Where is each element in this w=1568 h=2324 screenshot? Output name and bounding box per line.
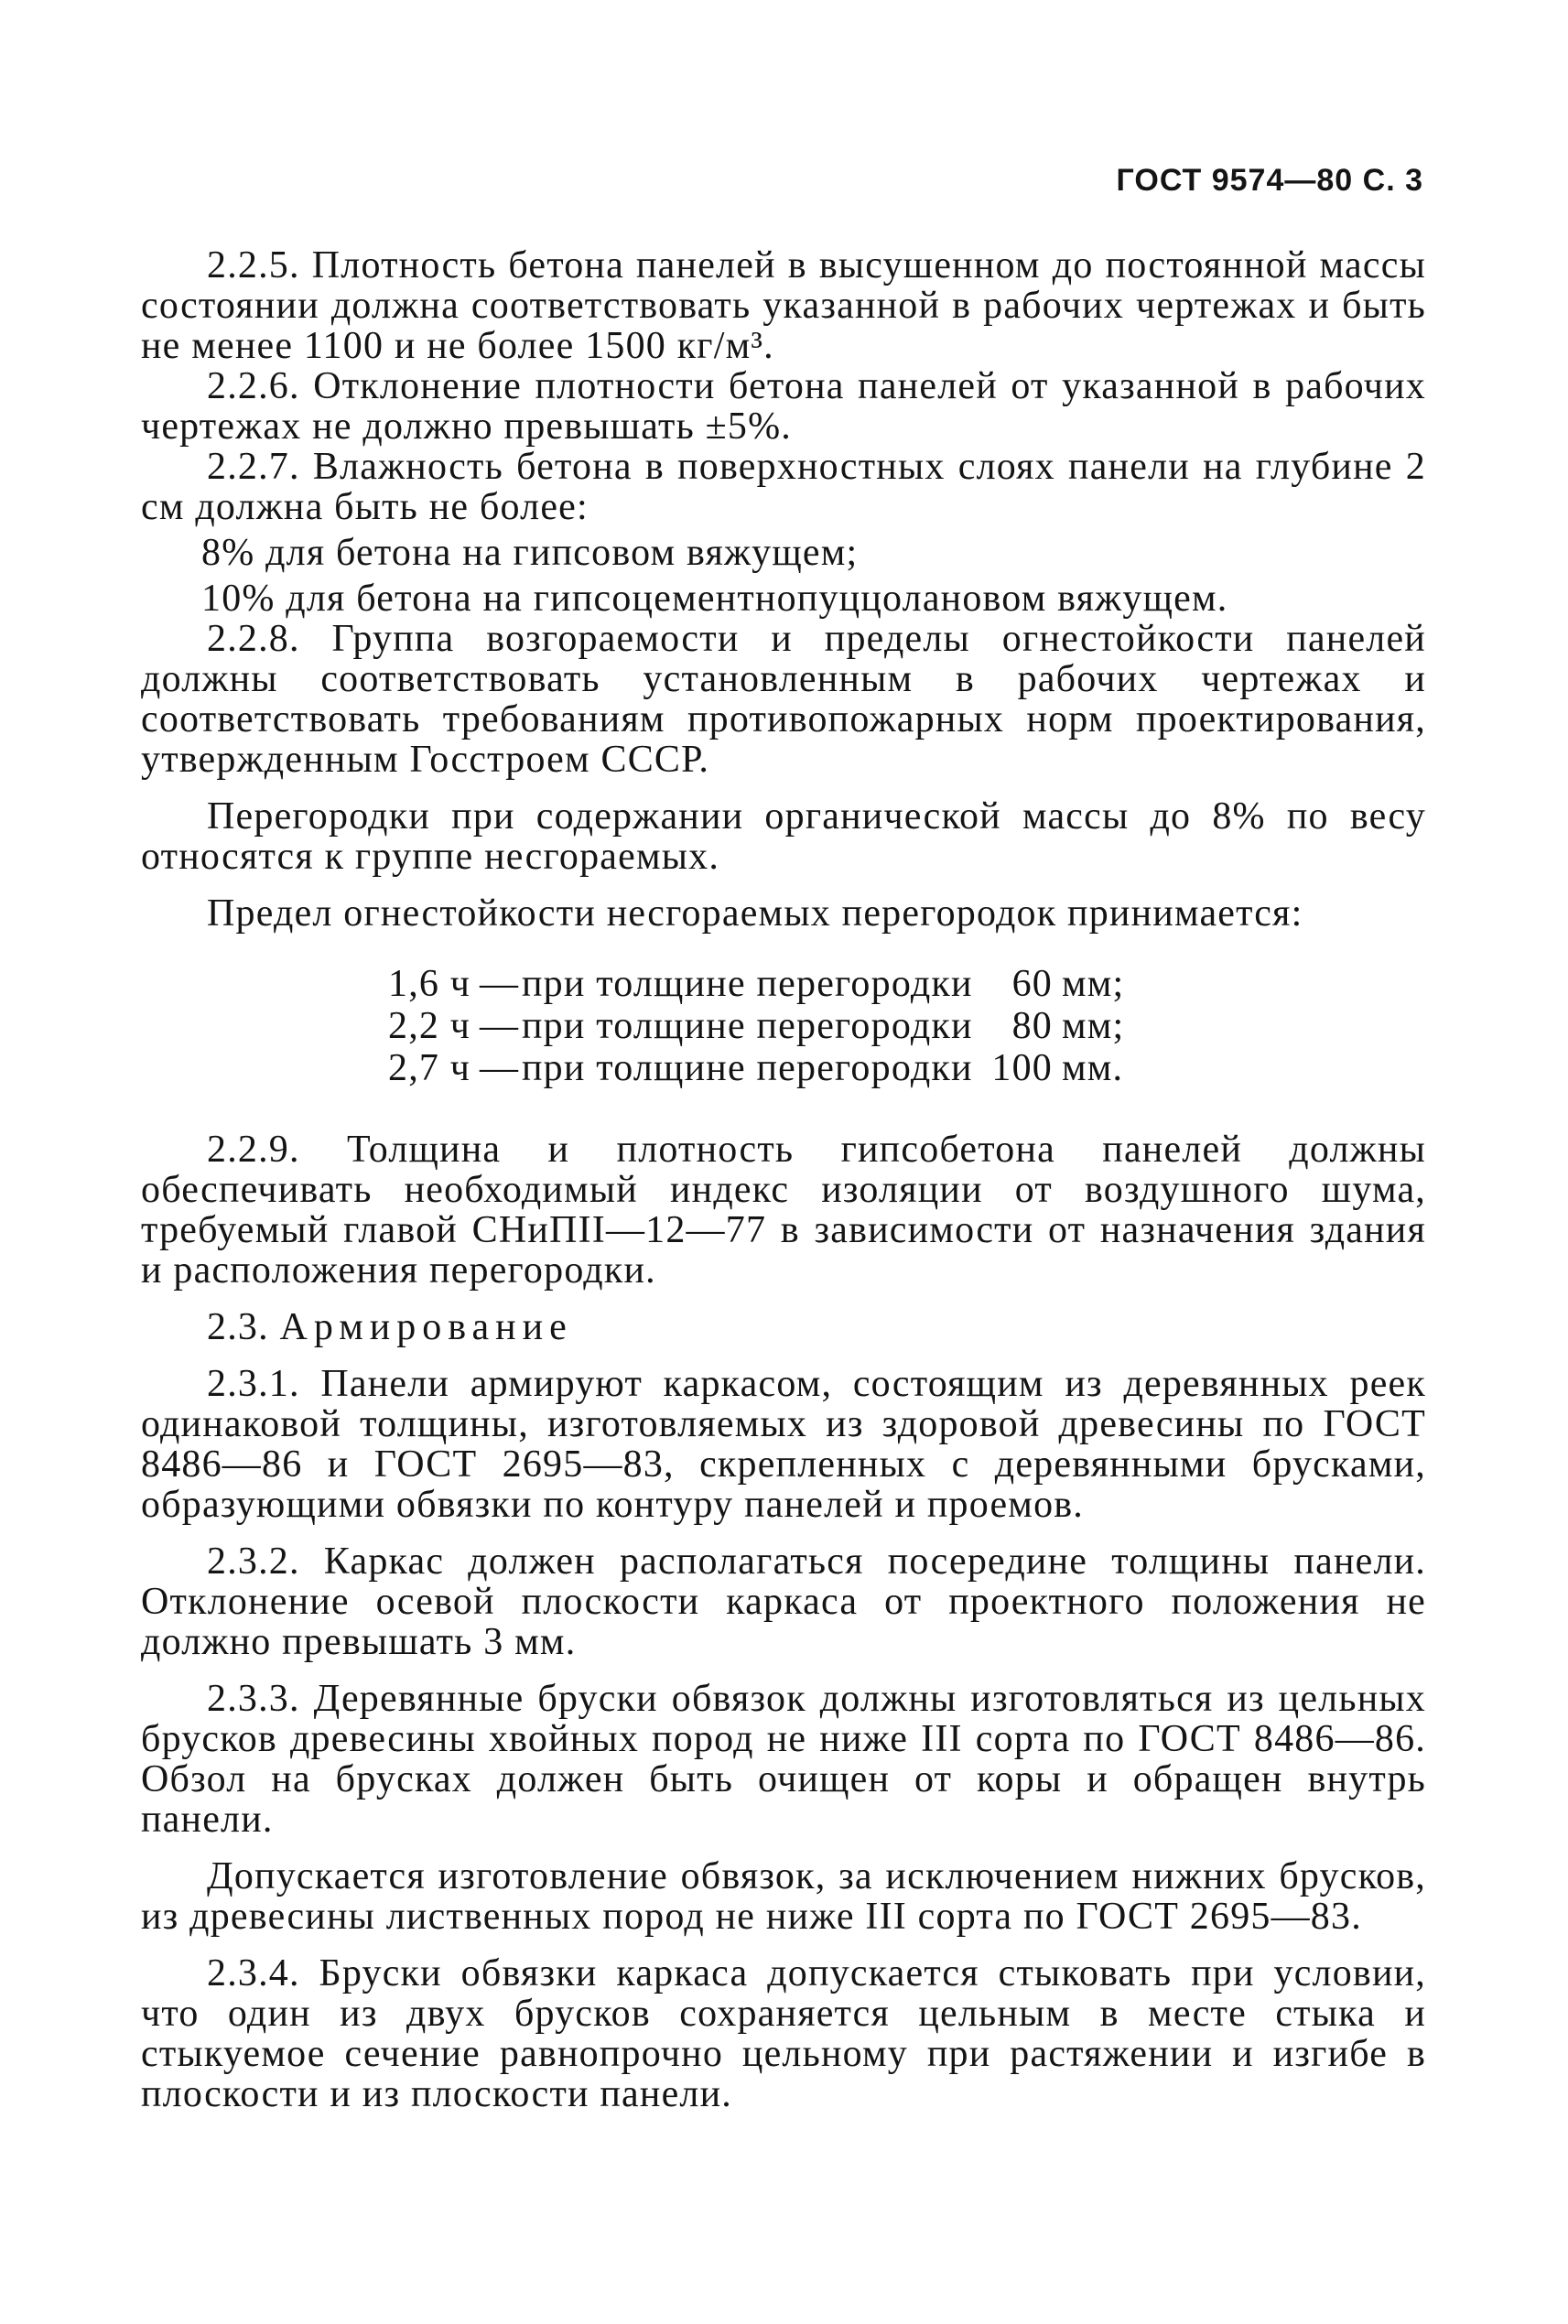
paragraph-2-3-4: 2.3.4. Бруски обвязки каркаса допускается стыковать при условии, что один из двух брусков сохраняется цельным в месте стыка и стыкуемое сечение равнопрочно цельному при растяжении и изгибе в плоскости и из плоскости панели. [141, 1952, 1426, 2115]
fire-unit: мм. [1062, 1047, 1124, 1089]
fire-dash: — [480, 1005, 520, 1047]
moisture-item-gypsum: 8% для бетона на гипсовом вяжущем; [201, 532, 859, 574]
paragraph-2-2-6: 2.2.6. Отклонение плотности бетона панелей от указанной в рабочих чертежах не должно превышать ±5%. [141, 365, 1426, 448]
fire-limit-row [388, 1005, 1426, 1047]
paragraph-2-2-8: 2.2.8. Группа возгораемости и пределы огнестойкости панелей должны соответствовать установленным в рабочих чертежах и соответствовать требованиям противопожарных норм проектирования, утвержденным Госстроем СССР. [141, 618, 1426, 781]
paragraph-2-2-5: 2.2.5. Плотность бетона панелей в высушенном до постоянной массы состоянии должна соответствовать указанной в рабочих чертежах и быть не менее 1100 и не более 1500 кг/м³. [141, 244, 1426, 367]
paragraph-2-2-8-fire-limit: Предел огнестойкости несгораемых перегородок принимается: [207, 892, 1303, 935]
fire-dash: — [480, 1047, 520, 1089]
section-number: 2.3. [207, 1306, 269, 1348]
moisture-item-cement: 10% для бетона на гипсоцементнопуццолановом вяжущем. [201, 578, 1228, 620]
fire-condition: при толщине перегородки [522, 1005, 973, 1047]
paragraph-2-3-2: 2.3.2. Каркас должен располагаться посередине толщины панели. Отклонение осевой плоскости каркаса от проектного положения не должно превышать 3 мм. [141, 1540, 1426, 1663]
paragraph-2-3-3: 2.3.3. Деревянные бруски обвязок должны изготовляться из цельных брусков древесины хвойных пород не ниже III сорта по ГОСТ 8486—86. Обзол на брусках должен быть очищен от коры и обращен внутрь панели. [141, 1678, 1426, 1841]
paragraph-2-2-8-partitions: Перегородки при содержании органической массы до 8% по весу относятся к группе несгораемых. [141, 795, 1426, 878]
document-body [141, 245, 1426, 2114]
fire-dash: — [480, 963, 520, 1005]
fire-thickness: 100 [991, 1047, 1053, 1089]
fire-time: 1,6 ч [388, 963, 471, 1005]
paragraph-2-3-3-hardwood: Допускается изготовление обвязок, за исключением нижних брусков, из древесины лиственных пород не ниже III сорта по ГОСТ 2695—83. [141, 1855, 1426, 1938]
fire-thickness: 80 [1011, 1005, 1053, 1047]
fire-time: 2,2 ч [388, 1005, 471, 1047]
fire-condition: при толщине перегородки [522, 963, 973, 1005]
fire-thickness: 60 [1011, 963, 1053, 1005]
paragraph-2-2-9: 2.2.9. Толщина и плотность гипсобетона панелей должны обеспечивать необходимый индекс изоляции от воздушного шума, требуемый главой СНиПII—12—77 в зависимости от назначения здания и расположения перегородки. [141, 1129, 1426, 1292]
fire-limit-table [388, 963, 1426, 1089]
fire-limit-row [388, 963, 1426, 1005]
section-title: Армирование [279, 1306, 573, 1348]
section-2-3-heading [141, 1307, 1426, 1347]
paragraph-2-2-7: 2.2.7. Влажность бетона в поверхностных слоях панели на глубине 2 см должна быть не более: [141, 446, 1426, 528]
paragraph-2-3-1: 2.3.1. Панели армируют каркасом, состоящим из деревянных реек одинаковой толщины, изготовляемых из здоровой древесины по ГОСТ 8486—86 и ГОСТ 2695—83, скрепленных с деревянными брусками, образующими обвязки по контуру панелей и проемов. [141, 1363, 1426, 1526]
fire-time: 2,7 ч [388, 1047, 471, 1089]
page-header: ГОСТ 9574—80 С. 3 [1116, 163, 1423, 198]
fire-unit: мм; [1062, 1005, 1125, 1047]
fire-limit-row [388, 1047, 1426, 1089]
fire-condition: при толщине перегородки [522, 1047, 973, 1089]
fire-unit: мм; [1062, 963, 1125, 1005]
